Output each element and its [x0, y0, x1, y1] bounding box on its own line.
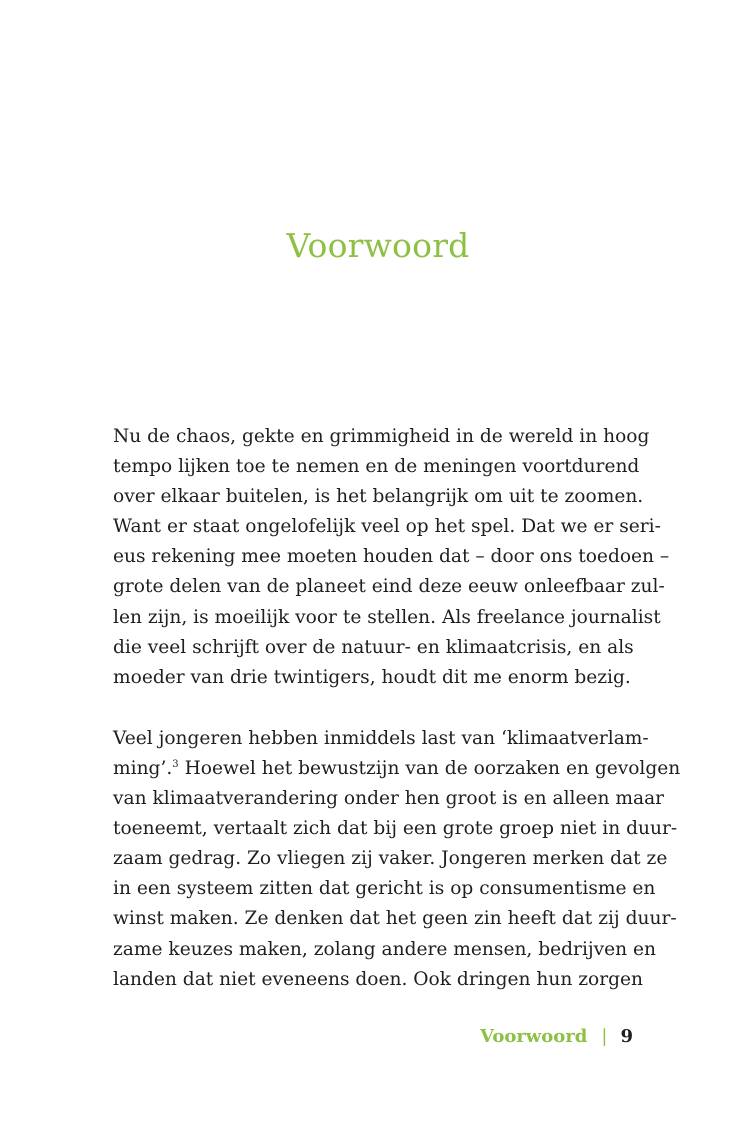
- footnote-marker: 3: [172, 758, 179, 770]
- paragraph-gap: [113, 693, 633, 724]
- body-text: [113, 422, 681, 995]
- text-line: eus rekening mee moeten houden dat – door ons toedoen –: [113, 546, 670, 568]
- text-line: landen dat niet eveneens doen. Ook dringen hun zorgen: [113, 968, 644, 990]
- text-line: len zijn, is moeilijk voor te stellen. Als freelance journalist: [113, 606, 661, 628]
- running-head: Voorwoord: [480, 1026, 588, 1047]
- text-line: moeder van drie twintigers, houdt dit me enorm bezig.: [113, 666, 631, 688]
- footer-separator: |: [601, 1026, 608, 1047]
- text-line: winst maken. Ze denken dat het geen zin heeft dat zij duur-: [113, 908, 677, 930]
- text-line: in een systeem zitten dat gericht is op consumentisme en: [113, 878, 656, 900]
- text-line: [113, 754, 681, 784]
- text-line: die veel schrijft over de natuur- en klimaatcrisis, en als: [113, 636, 634, 658]
- page-footer: [480, 1026, 633, 1047]
- text-line: Veel jongeren hebben inmiddels last van ‘klimaatverlam-: [113, 727, 649, 749]
- text-line: toeneemt, vertaalt zich dat bij een grote groep niet in duur-: [113, 818, 678, 840]
- text-fragment: ming’.: [113, 757, 173, 779]
- page-number: 9: [620, 1026, 633, 1047]
- text-line: zame keuzes maken, zolang andere mensen, bedrijven en: [113, 938, 657, 960]
- text-line: over elkaar buitelen, is het belangrijk om uit te zoomen.: [113, 486, 644, 508]
- text-line: Nu de chaos, gekte en grimmigheid in de wereld in hoog: [113, 426, 650, 447]
- chapter-title: Voorwoord: [286, 226, 470, 265]
- text-line: grote delen van de planeet eind deze eeuw onleefbaar zul-: [113, 576, 665, 598]
- text-line: tempo lijken toe te nemen en de meningen voortdurend: [113, 456, 640, 478]
- paragraph: [113, 422, 670, 693]
- text-line: Want er staat ongelofelijk veel op het spel. Dat we er seri-: [113, 516, 661, 538]
- text-fragment: Hoewel het bewustzijn van de oorzaken en gevolgen: [184, 757, 681, 779]
- text-line: zaam gedrag. Zo vliegen zij vaker. Jongeren merken dat ze: [113, 848, 668, 870]
- text-line: van klimaatverandering onder hen groot is en alleen maar: [113, 788, 665, 810]
- paragraph: [113, 724, 681, 995]
